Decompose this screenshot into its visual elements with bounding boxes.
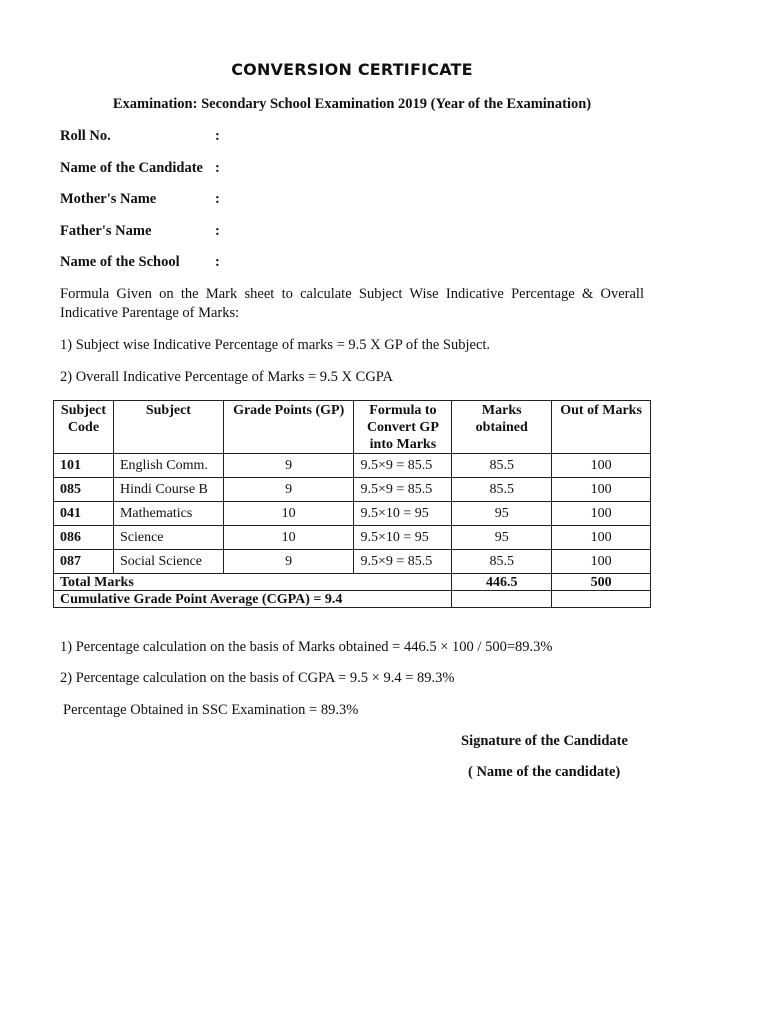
certificate-title: CONVERSION CERTIFICATE xyxy=(231,60,473,79)
formula-line-2: 2) Overall Indicative Percentage of Marks = 9.5 X CGPA xyxy=(60,369,394,385)
cell-subject: Social Science xyxy=(113,550,223,574)
cell-code: 087 xyxy=(54,550,114,574)
table-row xyxy=(54,478,651,502)
cgpa-empty-cell xyxy=(452,591,552,608)
cgpa-row xyxy=(54,591,651,608)
cell-formula: 9.5×9 = 85.5 xyxy=(354,478,452,502)
cell-formula: 9.5×10 = 95 xyxy=(354,526,452,550)
cell-formula: 9.5×9 = 85.5 xyxy=(354,550,452,574)
cell-gp: 10 xyxy=(223,502,354,526)
header-grade-points: Grade Points (GP) xyxy=(223,401,354,454)
cell-code: 086 xyxy=(54,526,114,550)
calc-marks: 1) Percentage calculation on the basis of Marks obtained = 446.5 × 100 / 500=89.3% xyxy=(60,639,553,655)
header-subject-code: Subject Code xyxy=(54,401,114,454)
header-subject: Subject xyxy=(113,401,223,454)
cell-out-of: 100 xyxy=(552,550,651,574)
cell-marks: 85.5 xyxy=(452,454,552,478)
examination-line: Examination: Secondary School Examination 2019 (Year of the Examination) xyxy=(112,96,592,112)
cell-subject: Hindi Course B xyxy=(113,478,223,502)
cell-subject: Mathematics xyxy=(113,502,223,526)
field-separator: : xyxy=(215,160,220,176)
field-separator: : xyxy=(215,128,220,144)
cell-code: 085 xyxy=(54,478,114,502)
total-label: Total Marks xyxy=(54,574,452,591)
table-row xyxy=(54,526,651,550)
field-label: Name of the School xyxy=(60,254,180,270)
cell-formula: 9.5×9 = 85.5 xyxy=(354,454,452,478)
cgpa-empty-cell xyxy=(552,591,651,608)
cell-code: 101 xyxy=(54,454,114,478)
table-header-row xyxy=(54,401,651,454)
total-out-of: 500 xyxy=(552,574,651,591)
cell-out-of: 100 xyxy=(552,502,651,526)
cell-out-of: 100 xyxy=(552,478,651,502)
cell-subject: English Comm. xyxy=(113,454,223,478)
field-mothers-name xyxy=(60,191,220,208)
cell-out-of: 100 xyxy=(552,526,651,550)
calc-cgpa: 2) Percentage calculation on the basis of CGPA = 9.5 × 9.4 = 89.3% xyxy=(60,670,455,686)
cgpa-label: Cumulative Grade Point Average (CGPA) = 9.4 xyxy=(54,591,452,608)
cell-gp: 9 xyxy=(223,478,354,502)
cell-gp: 9 xyxy=(223,454,354,478)
cell-gp: 9 xyxy=(223,550,354,574)
field-label: Mother's Name xyxy=(60,191,157,207)
field-label: Name of the Candidate xyxy=(60,160,203,176)
cell-out-of: 100 xyxy=(552,454,651,478)
field-candidate-name xyxy=(60,160,220,177)
table-row xyxy=(54,502,651,526)
cell-marks: 85.5 xyxy=(452,550,552,574)
table-row xyxy=(54,550,651,574)
marks-table xyxy=(53,400,651,608)
header-formula: Formula to Convert GP into Marks xyxy=(354,401,452,454)
field-separator: : xyxy=(215,223,220,239)
cell-marks: 95 xyxy=(452,502,552,526)
field-roll-no xyxy=(60,128,220,145)
header-out-of-marks: Out of Marks xyxy=(552,401,651,454)
cell-subject: Science xyxy=(113,526,223,550)
formula-intro: Formula Given on the Mark sheet to calculate Subject Wise Indicative Percentage & Overall Indicative Parentage of Marks: xyxy=(60,286,644,321)
cell-marks: 85.5 xyxy=(452,478,552,502)
cell-gp: 10 xyxy=(223,526,354,550)
field-label: Roll No. xyxy=(60,128,111,144)
cell-formula: 9.5×10 = 95 xyxy=(354,502,452,526)
field-label: Father's Name xyxy=(60,223,152,239)
field-separator: : xyxy=(215,254,220,270)
formula-line-1: 1) Subject wise Indicative Percentage of marks = 9.5 X GP of the Subject. xyxy=(60,337,491,353)
cell-code: 041 xyxy=(54,502,114,526)
signature-label: Signature of the Candidate xyxy=(461,733,628,749)
candidate-name-placeholder: ( Name of the candidate) xyxy=(468,764,621,780)
total-marks: 446.5 xyxy=(452,574,552,591)
field-school-name xyxy=(60,254,220,271)
header-marks-obtained: Marks obtained xyxy=(452,401,552,454)
cell-marks: 95 xyxy=(452,526,552,550)
field-fathers-name xyxy=(60,223,220,240)
table-row xyxy=(54,454,651,478)
percentage-obtained: Percentage Obtained in SSC Examination = 89.3% xyxy=(63,702,359,718)
total-row xyxy=(54,574,651,591)
field-separator: : xyxy=(215,191,220,207)
